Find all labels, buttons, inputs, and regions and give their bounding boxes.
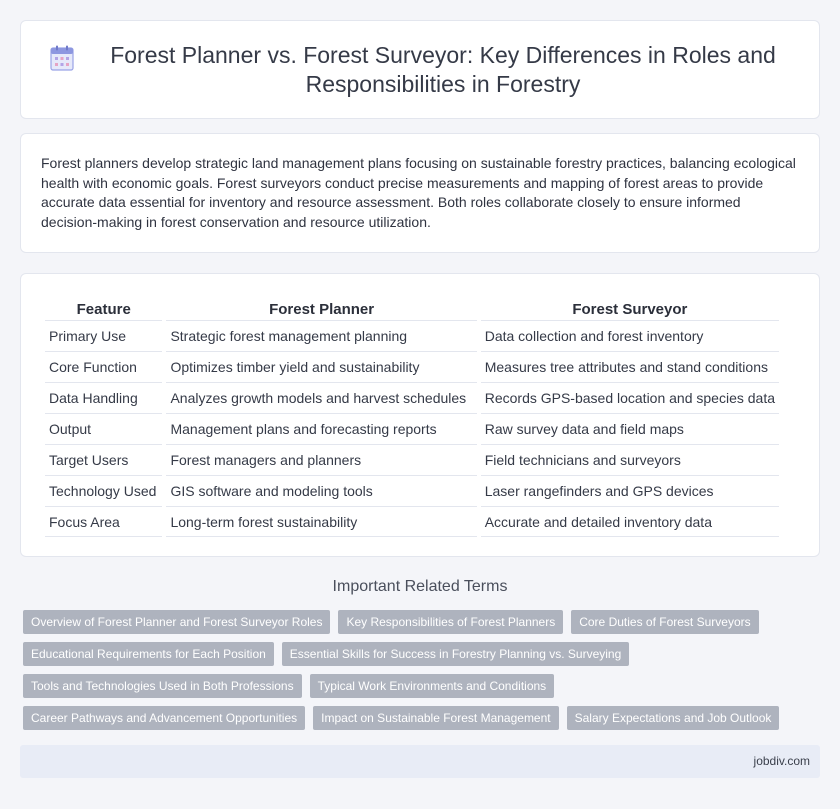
table-cell-surveyor: Laser rangefinders and GPS devices <box>481 475 779 506</box>
header-feature: Feature <box>76 301 131 318</box>
table-cell-feature: Target Users <box>45 444 162 475</box>
table-row <box>45 382 779 413</box>
related-term-tag[interactable]: Key Responsibilities of Forest Planners <box>338 610 563 634</box>
table-row <box>45 506 779 537</box>
tag-row <box>23 674 823 698</box>
footer <box>20 745 820 778</box>
tag-row <box>23 642 823 666</box>
comparison-table-card <box>20 273 820 557</box>
table-cell-planner: Optimizes timber yield and sustainability <box>166 351 476 382</box>
related-term-tag[interactable]: Salary Expectations and Job Outlook <box>567 706 780 730</box>
comparison-table <box>41 296 783 537</box>
related-terms-title: Important Related Terms <box>332 578 508 595</box>
header-forest-planner: Forest Planner <box>269 301 375 318</box>
related-term-tag[interactable]: Educational Requirements for Each Position <box>23 642 274 666</box>
table-cell-feature: Focus Area <box>45 506 162 537</box>
related-term-tag[interactable]: Overview of Forest Planner and Forest Surveyor Roles <box>23 610 330 634</box>
tag-row <box>23 706 823 730</box>
table-cell-feature: Primary Use <box>45 320 162 351</box>
table-cell-surveyor: Raw survey data and field maps <box>481 413 779 444</box>
related-term-tag[interactable]: Typical Work Environments and Conditions <box>310 674 555 698</box>
related-terms-tags <box>23 610 823 738</box>
header-card <box>20 20 820 119</box>
table-cell-planner: GIS software and modeling tools <box>166 475 476 506</box>
related-term-tag[interactable]: Tools and Technologies Used in Both Professions <box>23 674 302 698</box>
footer-site-link[interactable]: jobdiv.com <box>753 754 810 768</box>
table-cell-planner: Management plans and forecasting reports <box>166 413 476 444</box>
table-cell-feature: Output <box>45 413 162 444</box>
table-row <box>45 351 779 382</box>
related-term-tag[interactable]: Impact on Sustainable Forest Management <box>313 706 558 730</box>
table-cell-planner: Analyzes growth models and harvest schedules <box>166 382 476 413</box>
table-cell-feature: Data Handling <box>45 382 162 413</box>
header-forest-surveyor: Forest Surveyor <box>572 301 688 318</box>
related-term-tag[interactable]: Core Duties of Forest Surveyors <box>571 610 758 634</box>
table-cell-surveyor: Records GPS-based location and species data <box>481 382 779 413</box>
table-cell-feature: Technology Used <box>45 475 162 506</box>
calendar-document-icon <box>50 45 74 71</box>
table-cell-surveyor: Measures tree attributes and stand conditions <box>481 351 779 382</box>
table-row <box>45 475 779 506</box>
table-row <box>45 413 779 444</box>
table-row <box>45 444 779 475</box>
related-term-tag[interactable]: Career Pathways and Advancement Opportunities <box>23 706 305 730</box>
intro-text: Forest planners develop strategic land management plans focusing on sustainable forestry practices, balancing ecological health with economic goals. Forest surveyors conduct precise measurements and mapping of forest areas to provide accurate data essential for inventory and resource assessment. Both roles collaborate closely to ensure informed decision-making in forest conservation and resource utilization. <box>41 155 796 230</box>
table-cell-surveyor: Accurate and detailed inventory data <box>481 506 779 537</box>
table-cell-planner: Forest managers and planners <box>166 444 476 475</box>
intro-card <box>20 133 820 253</box>
tag-row <box>23 610 823 634</box>
table-cell-surveyor: Data collection and forest inventory <box>481 320 779 351</box>
page-title: Forest Planner vs. Forest Surveyor: Key Differences in Roles and Responsibilities in Forestry <box>110 41 776 97</box>
table-cell-surveyor: Field technicians and surveyors <box>481 444 779 475</box>
table-row <box>45 320 779 351</box>
table-cell-planner: Long-term forest sustainability <box>166 506 476 537</box>
table-cell-feature: Core Function <box>45 351 162 382</box>
related-term-tag[interactable]: Essential Skills for Success in Forestry Planning vs. Surveying <box>282 642 629 666</box>
table-header-row <box>45 296 779 320</box>
table-cell-planner: Strategic forest management planning <box>166 320 476 351</box>
